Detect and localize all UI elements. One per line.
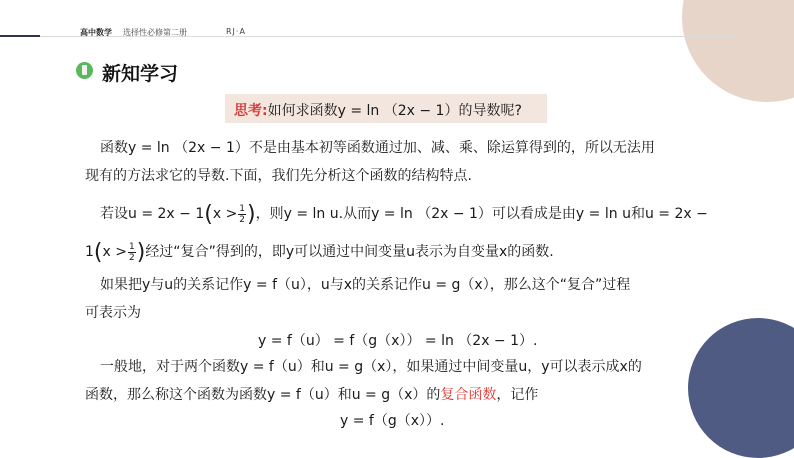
highlight-term: 复合函数: [440, 387, 497, 403]
para3-line2: 可表示为: [85, 305, 141, 321]
question-text: 如何求函数y = ln （2x − 1）的导数呢?: [267, 103, 522, 119]
header-book: 选择性必修第二册: [123, 28, 187, 37]
para2-line2-pre: 1: [85, 244, 94, 260]
para1-line1: 函数y = ln （2x − 1）不是由基本初等函数通过加、减、乘、除运算得到的，所以无法用: [100, 140, 655, 156]
book-icon: [76, 62, 93, 79]
fraction: [238, 204, 246, 225]
para4-line2-pre: 函数，那么称这个函数为函数y = f（u）和u = g（x）的: [85, 387, 441, 403]
section-title: 新知学习: [102, 63, 179, 85]
question-banner: [225, 94, 547, 123]
para1-line2: 现有的方法求它的导数.下面，我们先分析这个函数的结构特点.: [85, 168, 472, 184]
decorative-circle-bottom-right: [688, 318, 794, 458]
left-paren: (: [93, 240, 103, 265]
left-paren: (: [204, 202, 213, 227]
condition-text: x >: [102, 244, 127, 260]
question-text-wrap: [234, 100, 522, 120]
fraction-numerator: 1: [239, 203, 246, 214]
formula-composite-function: y = f（g（x））.: [340, 413, 445, 429]
para2-line2-post: 经过“复合”得到的，即y可以通过中间变量u表示为自变量x的函数.: [145, 244, 554, 260]
para4-line2: [85, 384, 538, 404]
right-paren: ): [136, 240, 146, 265]
para2-line1: [100, 202, 708, 227]
header-subject: 高中数学: [80, 28, 112, 37]
para4-line2-post: ，记作: [496, 387, 539, 403]
para3-line1: 如果把y与u的关系记作y = f（u），u与x的关系记作u = g（x），那么这个“复合”过程: [100, 277, 631, 293]
para2-line1-pre: 若设u = 2x − 1: [100, 206, 205, 222]
para2-line1-post: ，则y = ln u.从而y = ln （2x − 1）可以看成是由y = ln u和u = 2x −: [255, 206, 708, 222]
formula-composition: y = f（u） = f（g（x）） = ln （2x − 1）.: [258, 333, 538, 349]
fraction: [128, 242, 136, 263]
decorative-circle-top-right: [682, 0, 794, 102]
para2-line2: [85, 240, 554, 265]
header-edition: RJ·A: [226, 27, 246, 36]
question-label: 思考:: [234, 103, 268, 119]
right-paren: ): [247, 202, 256, 227]
header-accent-bar: [0, 35, 40, 37]
para4-line1: 一般地，对于两个函数y = f（u）和u = g（x），如果通过中间变量u，y可以表示成x的: [100, 359, 642, 375]
fraction-denominator: 2: [128, 252, 135, 263]
fraction-numerator: 1: [128, 241, 135, 252]
fraction-denominator: 2: [239, 214, 246, 225]
condition-text: x >: [212, 206, 238, 222]
